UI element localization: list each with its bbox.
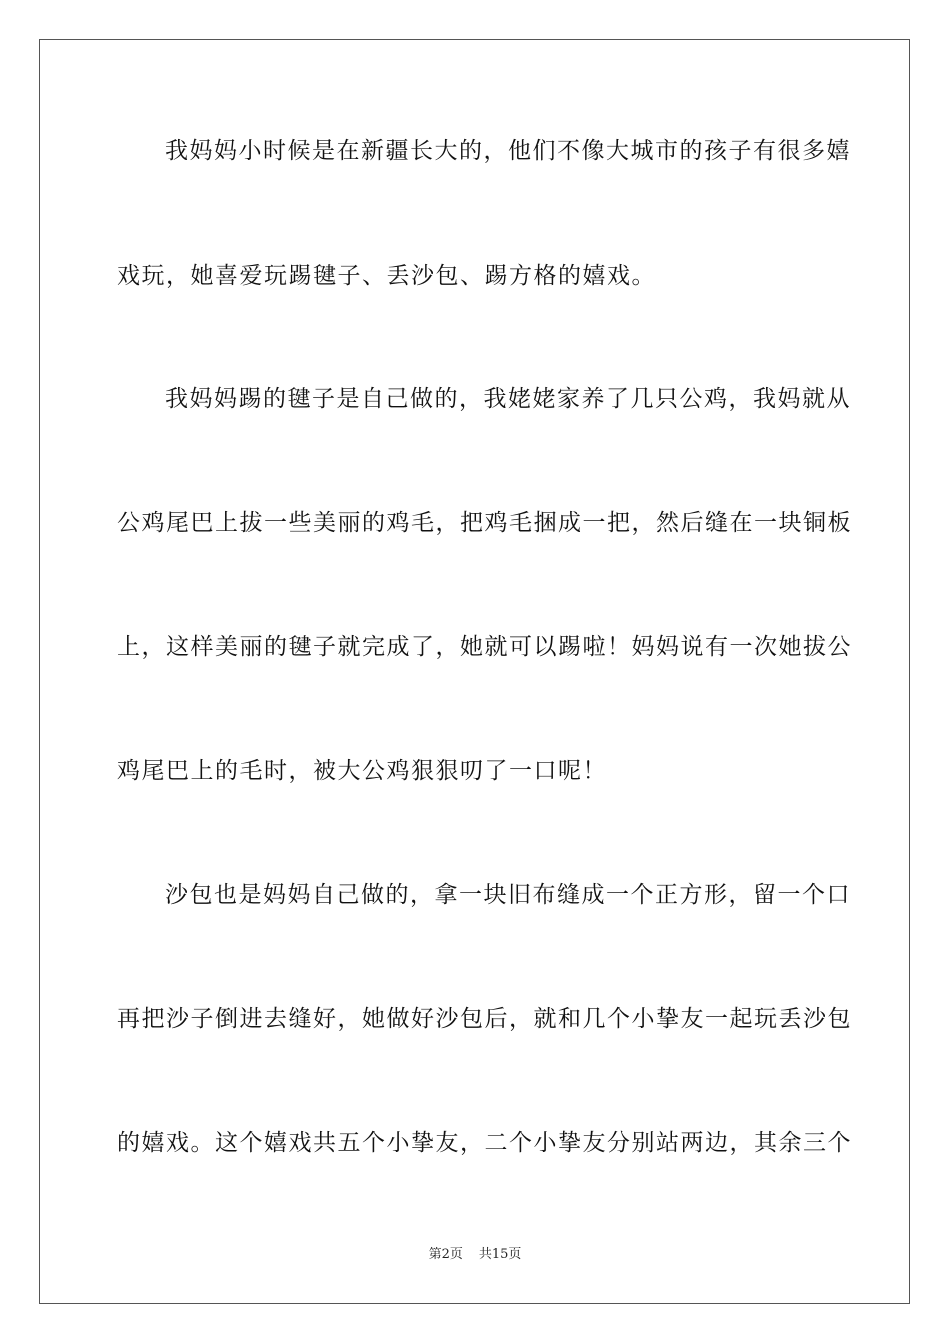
- page-border: [39, 39, 910, 1304]
- page-number: 第2页: [428, 1247, 463, 1262]
- paragraph-3-line-3: 的嬉戏。这个嬉戏共五个小挚友，二个小挚友分别站两边，其余三个: [117, 1130, 852, 1156]
- paragraph-2-line-3: 上，这样美丽的毽子就完成了，她就可以踢啦！妈妈说有一次她拔公: [117, 634, 852, 660]
- paragraph-1-line-2: 戏玩，她喜爱玩踢毽子、丢沙包、踢方格的嬉戏。: [117, 263, 656, 289]
- paragraph-2-line-1: 我妈妈踢的毽子是自己做的，我姥姥家养了几只公鸡，我妈就从: [165, 386, 851, 412]
- paragraph-3-line-2: 再把沙子倒进去缝好，她做好沙包后，就和几个小挚友一起玩丢沙包: [117, 1006, 852, 1032]
- paragraph-2-line-2: 公鸡尾巴上拔一些美丽的鸡毛，把鸡毛捆成一把，然后缝在一块铜板: [117, 510, 852, 536]
- page-footer: [0, 1247, 950, 1263]
- paragraph-1-line-1: 我妈妈小时候是在新疆长大的，他们不像大城市的孩子有很多嬉: [165, 138, 851, 164]
- paragraph-3-line-1: 沙包也是妈妈自己做的，拿一块旧布缝成一个正方形，留一个口: [165, 882, 851, 908]
- total-pages: 共15页: [478, 1247, 522, 1262]
- paragraph-2-line-4: 鸡尾巴上的毛时，被大公鸡狠狠叨了一口呢！: [117, 758, 607, 784]
